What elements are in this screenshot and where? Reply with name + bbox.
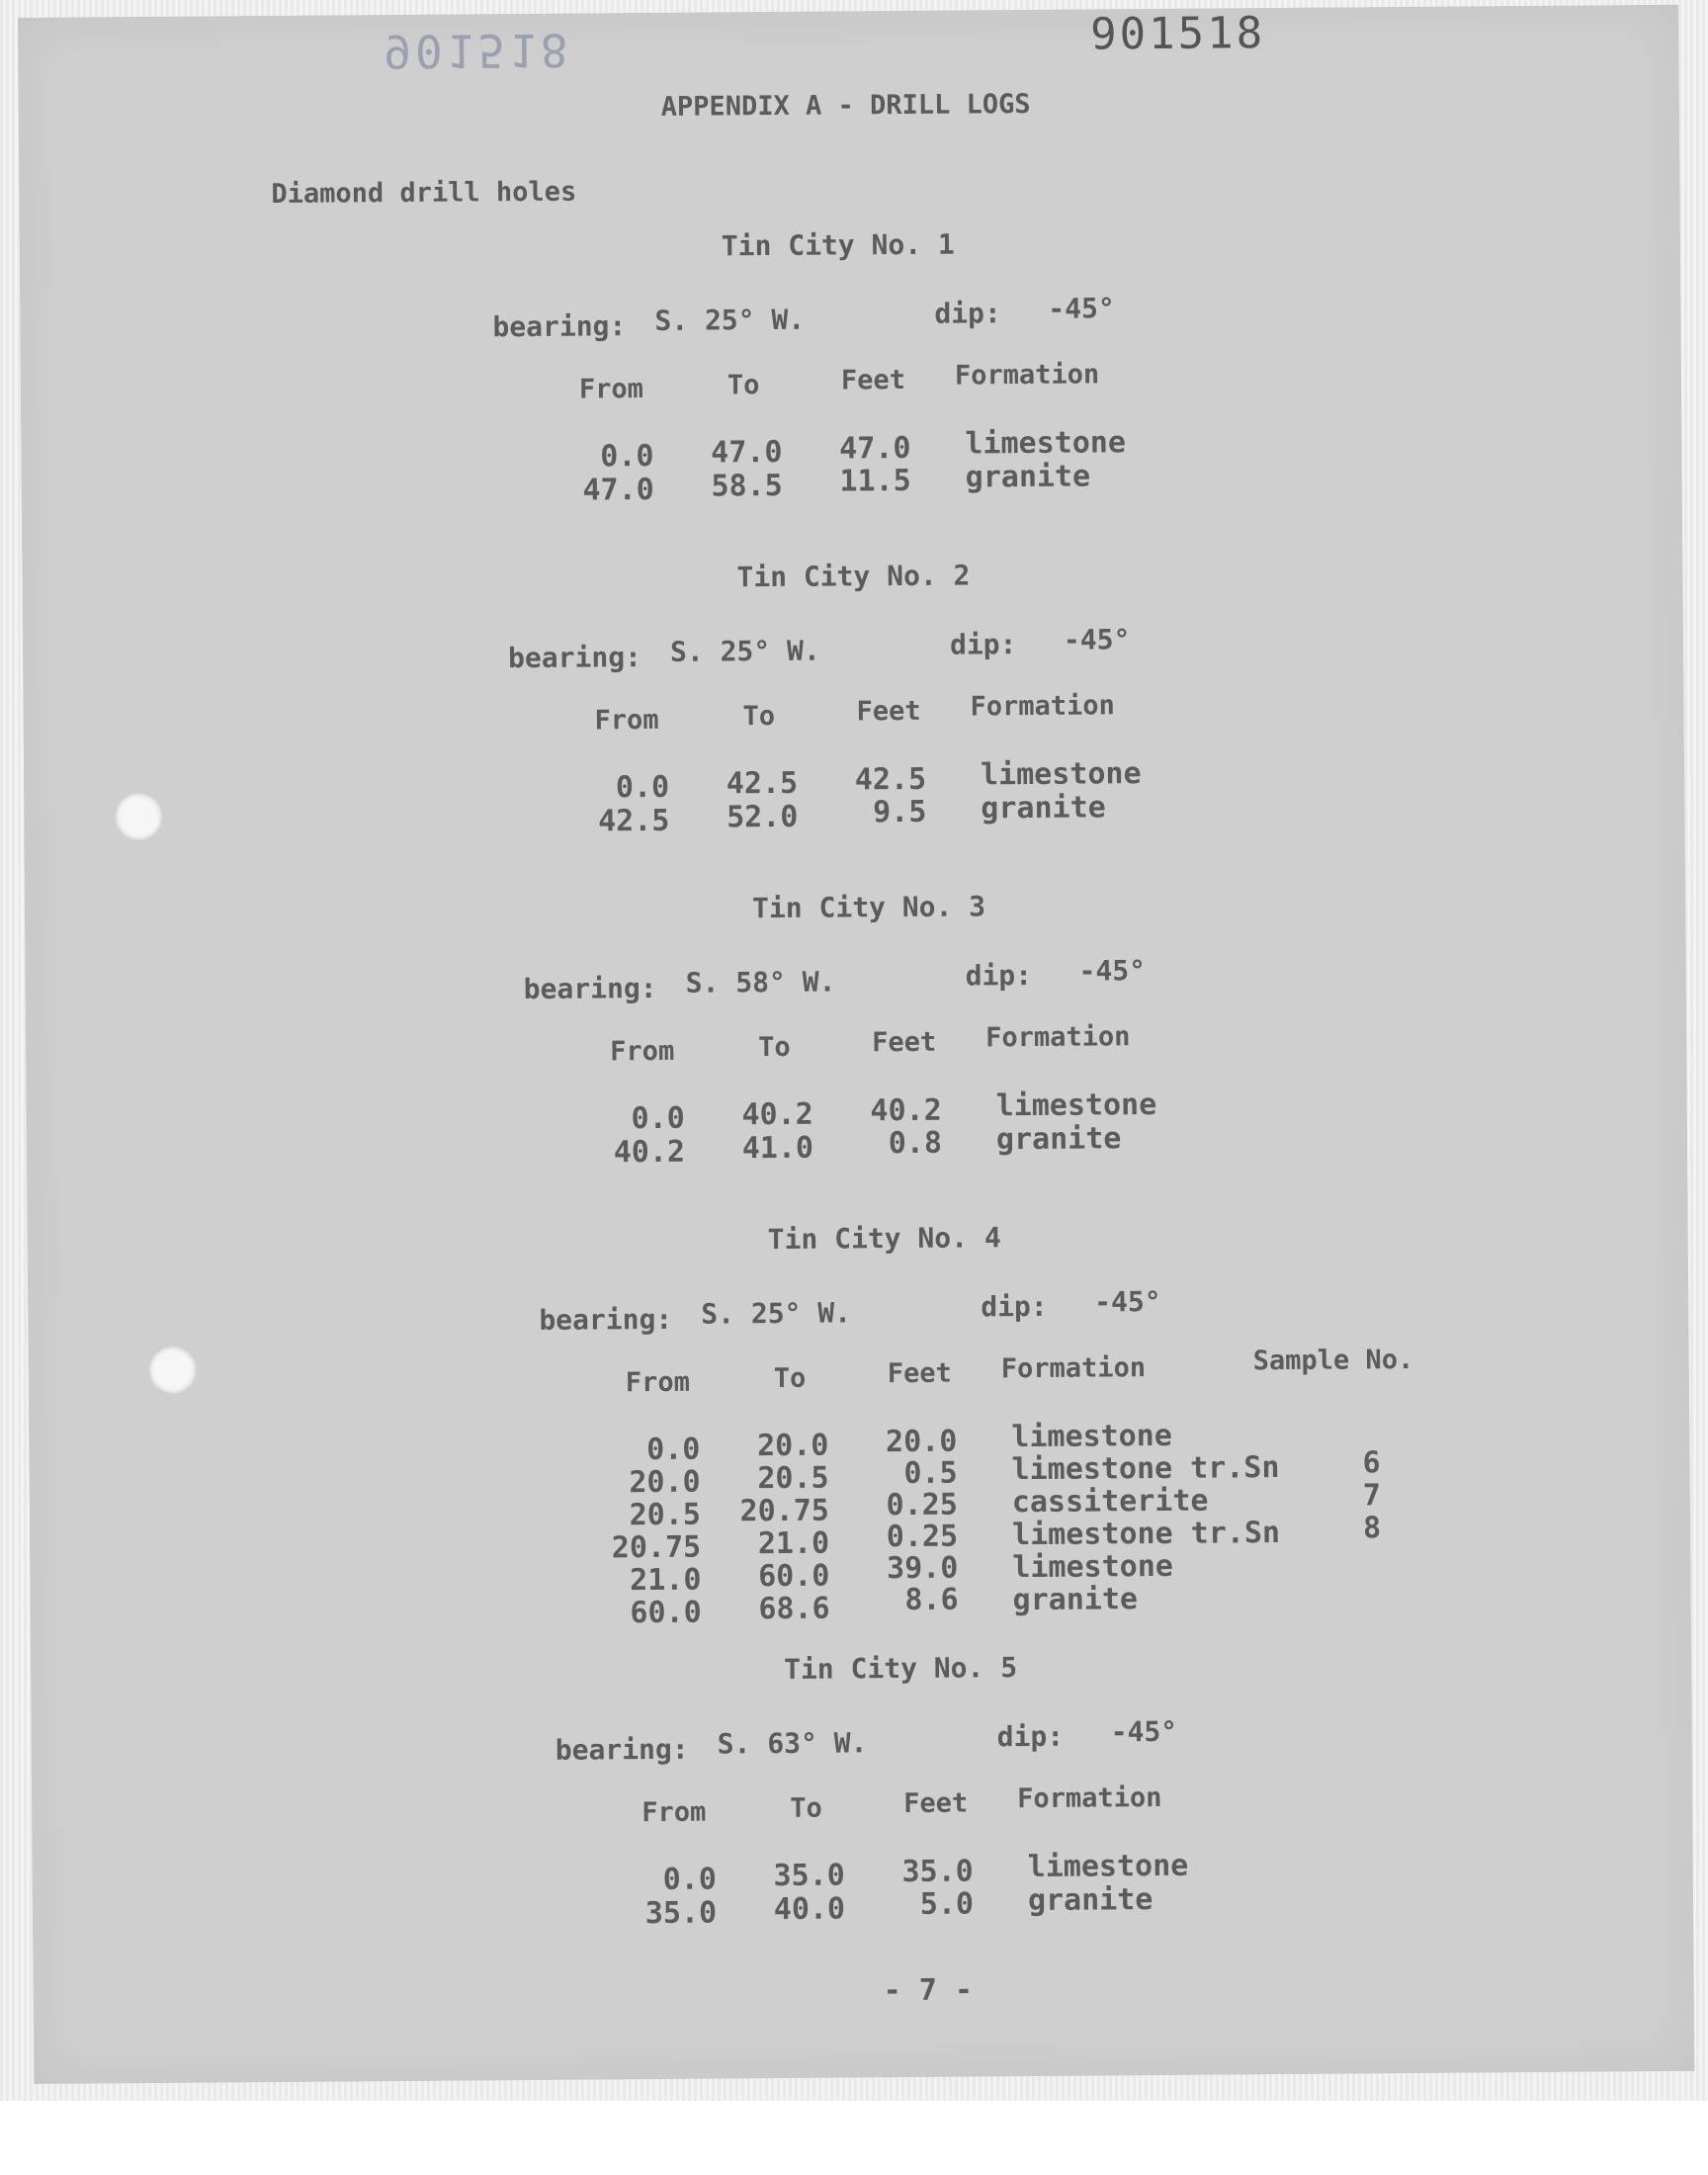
dip-label: dip:	[996, 1719, 1065, 1754]
punch-hole-top	[115, 793, 162, 840]
cell-feet: 0.25	[886, 1487, 958, 1523]
cell-to: 42.5	[726, 765, 799, 802]
cell-from: 60.0	[630, 1595, 702, 1631]
column-header-from: From	[594, 704, 659, 737]
bearing-label: bearing:	[539, 1302, 673, 1337]
column-header-formation: Formation	[954, 359, 1100, 392]
cell-formation: limestone tr.Sn	[1011, 1516, 1281, 1553]
punch-hole-bottom	[149, 1347, 197, 1394]
cell-feet: 8.6	[904, 1582, 959, 1618]
cell-to: 20.5	[757, 1460, 829, 1497]
cell-to: 35.0	[773, 1858, 845, 1894]
cell-feet: 42.5	[854, 761, 927, 798]
bearing-value: S. 58° W.	[685, 965, 836, 1000]
cell-formation: limestone	[1012, 1548, 1174, 1586]
cell-from: 35.0	[644, 1895, 718, 1932]
cell-from: 21.0	[630, 1562, 702, 1599]
column-header-feet: Feet	[872, 1026, 937, 1059]
cell-formation: limestone tr.Sn	[1011, 1450, 1280, 1488]
section-subtitle: Diamond drill holes	[271, 176, 577, 210]
bearing-label: bearing:	[507, 641, 642, 675]
cell-from: 42.5	[598, 803, 670, 839]
document-page	[18, 5, 1694, 2084]
cell-feet: 40.2	[870, 1092, 942, 1129]
column-header-to: To	[790, 1792, 822, 1824]
hole-title: Tin City No. 4	[767, 1221, 1001, 1257]
cell-feet: 0.25	[886, 1519, 959, 1555]
bearing-value: S. 63° W.	[717, 1726, 868, 1761]
scanner-margin	[0, 2101, 1708, 2175]
bearing-value: S. 25° W.	[654, 303, 806, 337]
column-header-formation: Formation	[1000, 1352, 1147, 1385]
cell-feet: 0.8	[888, 1125, 943, 1162]
dip-value: -45°	[1078, 954, 1147, 988]
document-stamp-number: 901518	[1089, 8, 1266, 60]
dip-value: -45°	[1048, 292, 1115, 325]
column-header-formation: Formation	[985, 1021, 1131, 1054]
cell-from: 40.2	[613, 1134, 686, 1171]
cell-formation: granite	[1012, 1582, 1139, 1618]
cell-to: 40.2	[741, 1096, 813, 1133]
cell-formation: granite	[995, 1121, 1122, 1158]
cell-feet: 5.0	[919, 1886, 975, 1922]
cell-feet: 39.0	[886, 1550, 959, 1587]
dip-value: -45°	[1110, 1714, 1178, 1749]
bearing-value: S. 25° W.	[701, 1296, 852, 1331]
column-header-feet: Feet	[856, 695, 921, 728]
column-header-from: From	[578, 374, 644, 405]
dip-label: dip:	[934, 297, 1001, 330]
cell-feet: 9.5	[873, 794, 927, 830]
column-header-formation: Formation	[970, 690, 1115, 723]
cell-to: 47.0	[711, 434, 783, 471]
cell-formation: limestone	[965, 425, 1127, 462]
cell-to: 40.0	[773, 1891, 846, 1928]
dip-label: dip:	[949, 628, 1017, 661]
cell-from: 0.0	[615, 769, 670, 806]
column-header-sample: Sample No.	[1252, 1344, 1414, 1377]
cell-formation: granite	[981, 790, 1106, 826]
cell-to: 21.0	[757, 1525, 830, 1562]
cell-formation: granite	[1027, 1882, 1153, 1919]
cell-from: 20.75	[611, 1529, 702, 1566]
column-header-feet: Feet	[887, 1357, 952, 1390]
cell-from: 0.0	[646, 1432, 701, 1468]
cell-to: 20.75	[739, 1493, 830, 1529]
cell-to: 60.0	[758, 1558, 830, 1595]
cell-to: 41.0	[741, 1130, 814, 1167]
hole-title: Tin City No. 2	[736, 559, 971, 594]
column-header-from: From	[610, 1035, 675, 1068]
dip-label: dip:	[981, 1289, 1048, 1324]
cell-sample: 7	[1362, 1478, 1381, 1514]
cell-feet: 11.5	[839, 463, 911, 499]
cell-feet: 35.0	[901, 1854, 974, 1890]
hole-title: Tin City No. 5	[784, 1651, 1018, 1686]
column-header-to: To	[742, 701, 776, 733]
cell-sample: 8	[1362, 1511, 1382, 1546]
cell-from: 47.0	[582, 472, 654, 508]
column-header-formation: Formation	[1017, 1782, 1162, 1815]
bearing-label: bearing:	[492, 309, 627, 344]
bearing-value: S. 25° W.	[669, 634, 820, 668]
hole-title: Tin City No. 1	[721, 227, 955, 263]
cell-to: 52.0	[726, 799, 799, 835]
cell-from: 0.0	[631, 1100, 685, 1137]
cell-formation: granite	[965, 459, 1091, 495]
column-header-from: From	[641, 1796, 707, 1829]
cell-from: 0.0	[600, 438, 654, 475]
cell-to: 58.5	[711, 468, 783, 504]
cell-from: 20.0	[629, 1464, 701, 1501]
dip-value: -45°	[1063, 623, 1131, 656]
dip-value: -45°	[1094, 1284, 1161, 1319]
column-header-to: To	[773, 1362, 807, 1395]
cell-feet: 0.5	[903, 1455, 958, 1492]
page-number: - 7 -	[883, 1972, 974, 2009]
bearing-label: bearing:	[555, 1732, 689, 1767]
column-header-to: To	[726, 370, 760, 401]
cell-feet: 20.0	[885, 1424, 958, 1460]
mirrored-stamp-number: 901518	[384, 23, 572, 79]
page-title: APPENDIX A - DRILL LOGS	[660, 88, 1031, 123]
cell-to: 20.0	[756, 1428, 829, 1464]
column-header-feet: Feet	[903, 1787, 969, 1820]
dip-label: dip:	[965, 958, 1033, 993]
cell-feet: 47.0	[839, 430, 911, 467]
cell-formation: cassiterite	[1011, 1483, 1209, 1521]
bearing-label: bearing:	[523, 971, 657, 1006]
hole-title: Tin City No. 3	[751, 890, 986, 925]
cell-to: 68.6	[758, 1591, 830, 1627]
cell-formation: limestone	[1027, 1848, 1189, 1885]
cell-from: 0.0	[662, 1862, 717, 1897]
cell-formation: limestone	[995, 1087, 1157, 1124]
column-header-feet: Feet	[840, 364, 906, 396]
cell-sample: 6	[1362, 1445, 1381, 1481]
cell-formation: limestone	[980, 756, 1142, 793]
cell-from: 20.5	[629, 1497, 702, 1533]
column-header-from: From	[625, 1366, 691, 1399]
column-header-to: To	[758, 1031, 791, 1064]
cell-formation: limestone	[1011, 1418, 1173, 1455]
